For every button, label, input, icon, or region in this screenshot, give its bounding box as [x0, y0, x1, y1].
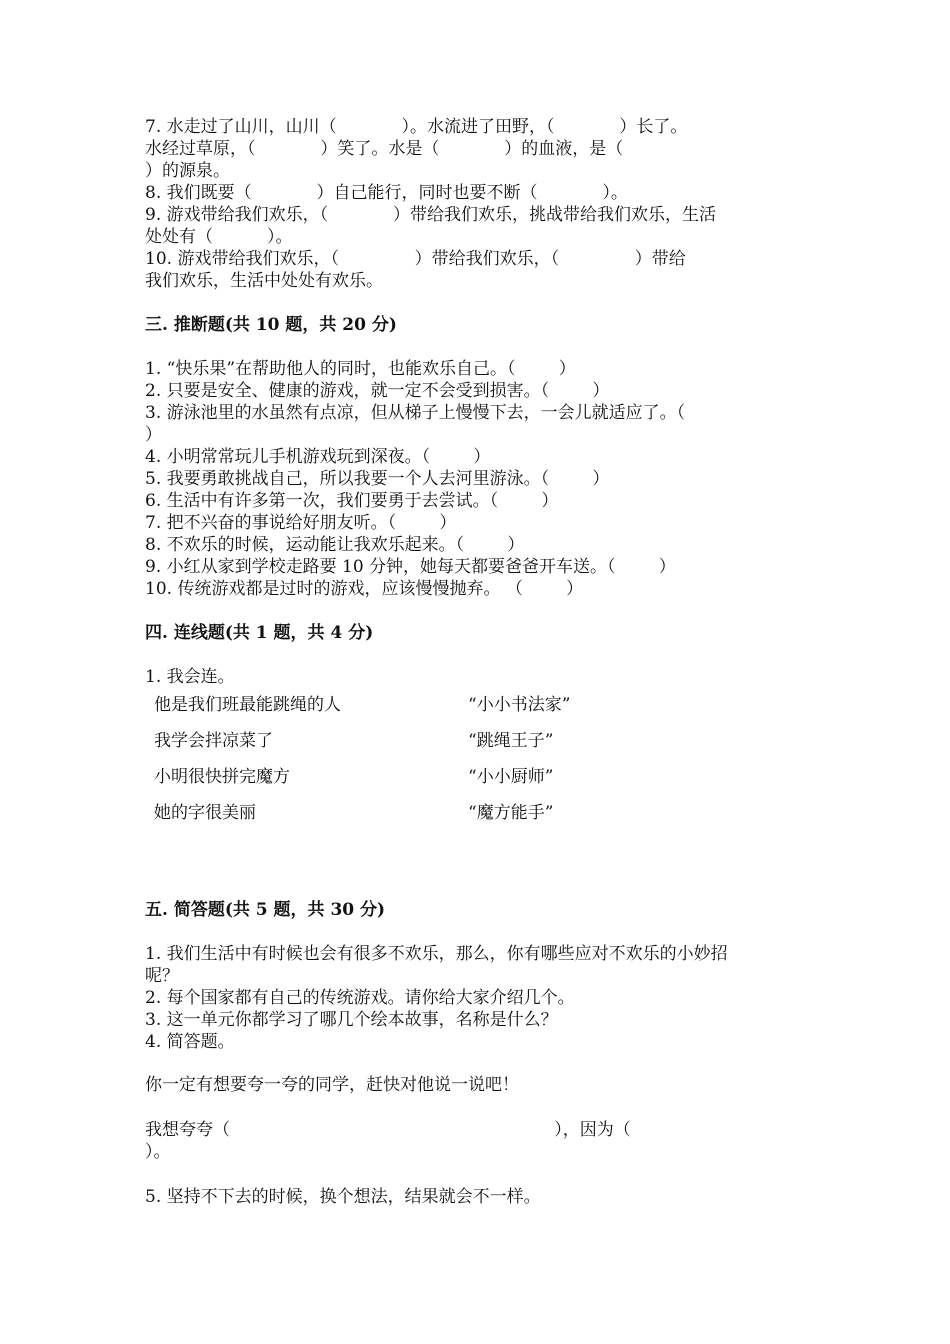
judge-q2: 2. 只要是安全、健康的游戏，就一定不会受到损害。（ ）: [145, 381, 610, 401]
praise-line-2: ）。: [145, 1142, 171, 1162]
match-section-heading: 四. 连线题(共 1 题，共 4 分): [145, 623, 374, 643]
answer-q1-line2: 呢？: [145, 966, 179, 986]
match-right-item-4: “魔方能手”: [468, 803, 554, 823]
match-left-item-4: 她的字很美丽: [154, 803, 256, 823]
answer-q2: 2. 每个国家都有自己的传统游戏。请你给大家介绍几个。: [145, 988, 575, 1008]
judge-q8: 8. 不欢乐的时候，运动能让我欢乐起来。（ ）: [145, 535, 525, 555]
judge-section-heading: 三. 推断题(共 10 题，共 20 分): [145, 315, 397, 335]
match-intro: 1. 我会连。: [145, 667, 235, 687]
judge-q4: 4. 小明常常玩儿手机游戏玩到深夜。（ ）: [145, 447, 491, 467]
match-right-item-1: “小小书法家”: [468, 695, 571, 715]
answer-q4: 4. 简答题。: [145, 1032, 235, 1052]
match-right-item-3: “小小厨师”: [468, 767, 554, 787]
answer-q3: 3. 这一单元你都学习了哪几个绘本故事，名称是什么？: [145, 1010, 558, 1030]
judge-q3-line1: 3. 游泳池里的水虽然有点凉，但从梯子上慢慢下去，一会儿就适应了。（: [145, 403, 686, 423]
judge-q3-line2: ）: [145, 425, 162, 445]
judge-q7: 7. 把不兴奋的事说给好朋友听。（ ）: [145, 513, 457, 533]
judge-q1: 1. “快乐果”在帮助他人的同时，也能欢乐自己。（ ）: [145, 359, 576, 379]
match-left-item-3: 小明很快拼完魔方: [154, 767, 290, 787]
fill-q9-line1: 9. 游戏带给我们欢乐，（ ）带给我们欢乐，挑战带给我们欢乐，生活: [145, 205, 716, 225]
judge-q9: 9. 小红从家到学校走路要 10 分钟，她每天都要爸爸开车送。（ ）: [145, 557, 676, 577]
fill-q8: 8. 我们既要（ ）自己能行，同时也要不断（ ）。: [145, 183, 628, 203]
answer-q5: 5. 坚持不下去的时候，换个想法，结果就会不一样。: [145, 1187, 541, 1207]
fill-q7-line1: 7. 水走过了山川，山川（ ）。水流进了田野，（ ）长了。: [145, 117, 688, 137]
judge-q5: 5. 我要勇敢挑战自己，所以我要一个人去河里游泳。（ ）: [145, 469, 610, 489]
answer-q1-line1: 1. 我们生活中有时候也会有很多不欢乐，那么，你有哪些应对不欢乐的小妙招: [145, 944, 728, 964]
fill-q10-line1: 10. 游戏带给我们欢乐，（ ）带给我们欢乐，（ ）带给: [145, 249, 686, 269]
judge-q10: 10. 传统游戏都是过时的游戏，应该慢慢抛弃。 （ ）: [145, 579, 584, 599]
match-right-item-2: “跳绳王子”: [468, 731, 554, 751]
fill-q9-line2: 处处有（ ）。: [145, 227, 293, 247]
fill-q7-line3: ）的源泉。: [145, 161, 230, 181]
praise-line-1: 我想夸夸（ ），因为（: [145, 1120, 631, 1140]
judge-q6: 6. 生活中有许多第一次，我们要勇于去尝试。（ ）: [145, 491, 559, 511]
praise-prompt: 你一定有想要夸一夸的同学，赶快对他说一说吧！: [145, 1075, 519, 1095]
fill-q10-line2: 我们欢乐，生活中处处有欢乐。: [145, 271, 383, 291]
match-left-item-1: 他是我们班最能跳绳的人: [154, 695, 341, 715]
fill-q7-line2: 水经过草原，（ ）笑了。水是（ ）的血液，是（: [145, 139, 624, 159]
answer-section-heading: 五. 简答题(共 5 题，共 30 分): [145, 900, 386, 920]
match-left-item-2: 我学会拌凉菜了: [154, 731, 273, 751]
